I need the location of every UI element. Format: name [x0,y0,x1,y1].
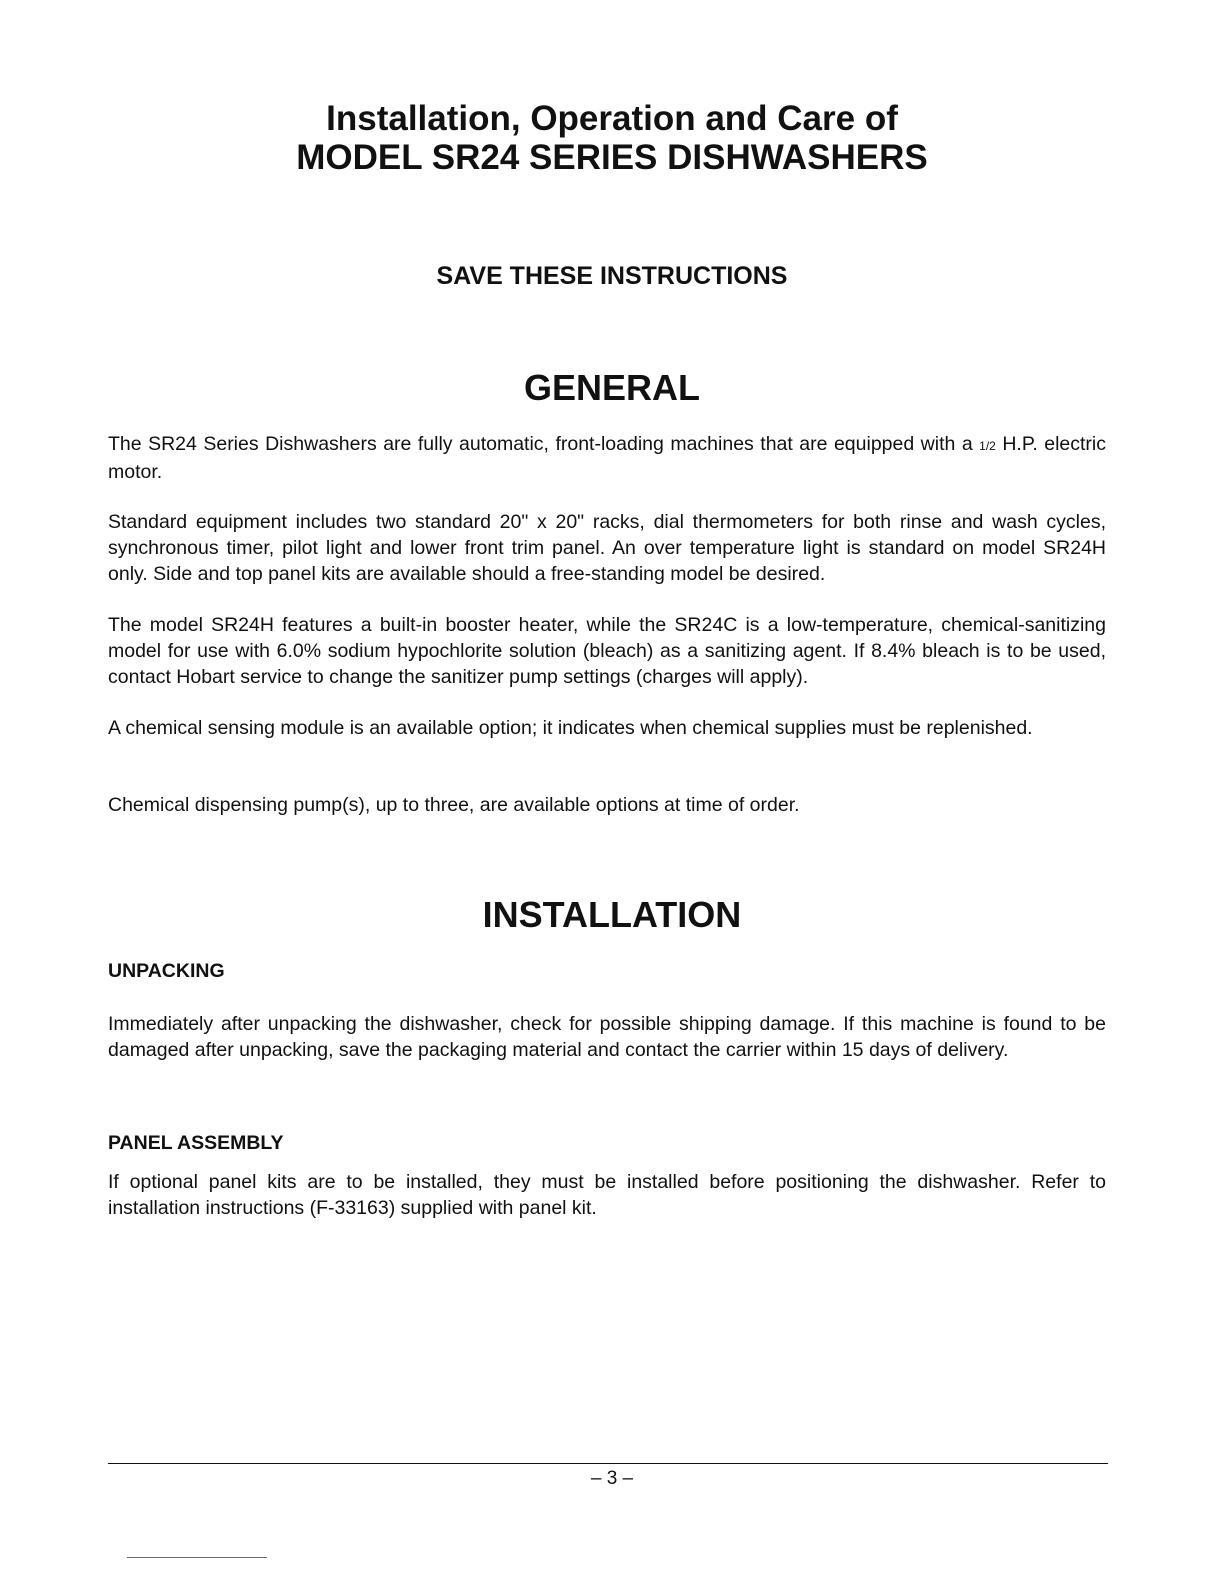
save-instructions-notice: SAVE THESE INSTRUCTIONS [436,262,788,290]
general-heading: GENERAL [523,367,700,408]
document-title-line2: MODEL SR24 SERIES DISHWASHERS [296,138,928,177]
panel-assembly-paragraph: If optional panel kits are to be installed, they must be installed before positioning the dishwasher. Refer to installation instructions (F-33163) supplied with panel kit. [108,1171,1106,1219]
general-p1-text-before: The SR24 Series Dishwashers are fully automatic, front-loading machines that are equipped with a [108,433,980,455]
general-paragraph-equipment: Standard equipment includes two standard 20" x 20" racks, dial thermometers for both rinse and wash cycles, synchronous timer, pilot light and lower front trim panel. An over temperature light is standard on model SR24H only. Side and top panel kits are available should a free-standing model be desired. [108,511,1106,585]
general-paragraph-sensing-module: A chemical sensing module is an available option; it indicates when chemical supplies must be replenished. [108,717,1033,739]
footer-divider [108,1463,1108,1464]
document-title-line1: Installation, Operation and Care of [326,99,898,138]
half-fraction: 1/2 [979,439,996,453]
unpacking-heading: UNPACKING [108,960,225,982]
general-paragraph-motor [108,431,1106,485]
footer-underline [127,1557,267,1558]
installation-heading: INSTALLATION [482,894,742,935]
panel-assembly-heading: PANEL ASSEMBLY [108,1132,284,1154]
general-p1-text-after: H.P. electric motor. [108,433,1106,483]
general-paragraph-models: The model SR24H features a built-in booster heater, while the SR24C is a low-temperature, chemical-sanitizing model for use with 6.0% sodium hypochlorite solution (bleach) as a sanitizing agent. If 8.4% bleach is to be used, contact Hobart service to change the sanitizer pump settings (charges will apply). [108,614,1106,688]
unpacking-paragraph: Immediately after unpacking the dishwasher, check for possible shipping damage. If this machine is found to be damaged after unpacking, save the packaging material and contact the carrier within 15 days of delivery. [108,1013,1106,1061]
page-number: – 3 – [590,1468,634,1489]
general-paragraph-pumps: Chemical dispensing pump(s), up to three, are available options at time of order. [108,794,800,816]
